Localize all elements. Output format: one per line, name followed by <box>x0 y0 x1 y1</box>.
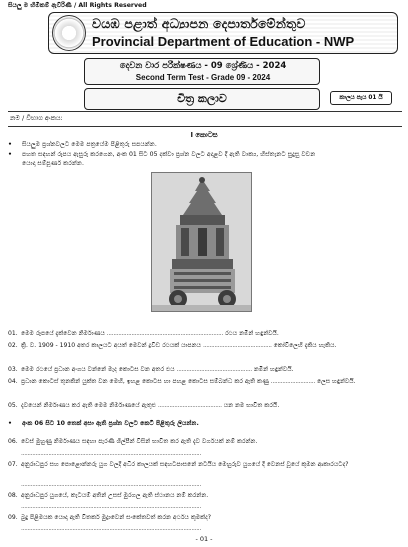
org-name-sinhala: වයඹ පළාත් අධ්‍යාපන දෙපාර්තමේන්තුව <box>92 16 306 31</box>
question-item <box>8 402 279 410</box>
subject-title: චිත්‍ර කලාව <box>84 88 320 110</box>
question-item <box>8 438 400 446</box>
question-text-after: නමින් හඳුන්වයි. <box>253 366 294 373</box>
question-text-before: මෙම රූපයේ දැක්වෙන නිර්මාණය <box>21 330 105 337</box>
chariot-photo <box>151 172 252 312</box>
question-text-after: ලෙස හඳුන්වයි. <box>316 378 356 385</box>
answer-blank[interactable]: ........................... <box>270 378 315 385</box>
answer-line[interactable]: ................................................................................................................ <box>21 525 202 532</box>
instruction-item: • පහත සඳහන් රූපය ඇසුරු කරගෙන, අංක 01 සිට 05 දක්වා ප්‍රශ්න වලට අදාළව දී ඇති වාක්‍ය, හිස්තැනට සුදුසු වචන යොදා සම්පූර්ණ කරන්න. <box>8 151 328 168</box>
term-title-english: Second Term Test - Grade 09 - 2024 <box>135 73 271 82</box>
instruction-text: අංක 06 සිට 10 තෙක් අසා ඇති ප්‍රශ්න වලට කෙටි පිළිතුරු ලියන්න. <box>22 420 199 427</box>
divider <box>8 126 402 127</box>
instruction-item: • අංක 06 සිට 10 තෙක් අසා ඇති ප්‍රශ්න වලට කෙටි පිළිතුරු ලියන්න. <box>8 420 388 429</box>
question-number: 07. <box>8 461 18 468</box>
question-number: 04. <box>8 378 18 385</box>
question-number: 01. <box>8 330 18 337</box>
question-number: 05. <box>8 402 18 409</box>
question-item <box>8 492 208 500</box>
term-title-sinhala: දෙවන වාර පරීක්ෂණය - 09 ශ්‍රේණිය - 2024 <box>119 61 287 71</box>
part-title: I කොටස <box>190 131 218 139</box>
question-item <box>8 342 400 350</box>
term-banner <box>84 58 320 85</box>
question-text-before: දැවයෙන් නිර්මාණය කර ඇති මෙම නිර්මාණයේ ඇතුළු <box>21 402 156 409</box>
question-text-before: මෙම රථයේ ප්‍රධාන අංගය වන්නේ මැද කොටස වන අතර එය <box>21 366 175 373</box>
answer-line[interactable]: ................................................................................................................ <box>21 450 202 457</box>
name-index-label: නම / විභාග අංකය: <box>10 114 63 122</box>
copyright-notice: සියලු ම හිමිකම් ඇවිරිණි / All Rights Reserved <box>8 2 147 9</box>
page-number: - 01 - <box>195 535 213 543</box>
question-text-after: රථය නමින් හඳුන්වයි. <box>224 330 279 337</box>
question-item <box>8 330 279 338</box>
instruction-text: පහත සඳහන් රූපය ඇසුරු කරගෙන, අංක 01 සිට 05 දක්වා ප්‍රශ්න වලට අදාළව දී ඇති වාක්‍ය, හිස්තැනට සුදුසු වචන යොදා සම්පූර්ණ කරන්න. <box>22 151 316 167</box>
org-name-english: Provincial Department of Education - NWP <box>92 34 355 49</box>
question-item <box>8 378 400 386</box>
question-text: අනුරාධපුර සහ පොළොන්නරු යුග වලදී අධිර කාලයක් සඳහටපාසනේ නටයිය මෙහුරුව යුගයේ දී වෙනස් වූයේ කුමන ආකාරයටද? <box>21 461 349 468</box>
chariot-illustration <box>152 173 252 312</box>
question-text: අනුරාධපුර යුගයේ, කැටයම් අතින් උසස් මුරගල ඇති ස්ථානය නම් කරන්න. <box>21 492 209 499</box>
department-emblem-icon <box>52 15 86 51</box>
answer-blank[interactable]: .............................................. <box>176 366 252 373</box>
question-item <box>8 514 211 522</box>
question-text-before: ප්‍රධාන කොටස් තුනකින් යුක්ත වන මෙහි, ඉහළ කොටස හා පහළ කොටස සම්බන්ධ කර ඇති කණු <box>21 378 269 385</box>
question-text: වෙස් මුහුණු නිර්මාණය සඳහා පැරණි ශිල්පීන් විසින් භාවිත කර ඇති දැව වර්ගයක් නම් කරන්න. <box>21 438 258 445</box>
divider <box>8 111 402 112</box>
question-number: 08. <box>8 492 18 499</box>
question-text-before: ක්‍රි. ව. 1909 - 1910 අතර කාලයට අයත් මෙවන් ද්‍රවිඩ රථයක් යාපනය <box>21 342 201 349</box>
question-item <box>8 461 388 469</box>
answer-blank[interactable]: .......................................... <box>202 342 272 349</box>
answer-line[interactable]: ................................................................................................................ <box>21 481 202 488</box>
question-number: 02. <box>8 342 18 349</box>
question-number: 06. <box>8 438 18 445</box>
question-text-after: යන නම භාවිත කරයි. <box>223 402 280 409</box>
instruction-text: සියලුම ප්‍රශ්නවලට මෙම පත්‍රයේම පිළිතුරු සපයන්න. <box>22 141 157 148</box>
time-allowed-badge: කාලය පැය 01 යි <box>330 91 392 105</box>
question-item <box>8 366 294 374</box>
answer-blank[interactable]: ....................................................................... <box>106 330 224 337</box>
answer-blank[interactable]: ....................................... <box>157 402 222 409</box>
answer-line[interactable]: ................................................................................................................ <box>21 503 202 510</box>
question-number: 03. <box>8 366 18 373</box>
instruction-item: • සියලුම ප්‍රශ්නවලට මෙම පත්‍රයේම පිළිතුරු සපයන්න. <box>8 141 338 150</box>
question-text-after: කෝවිලෙහි දැකිය හැකිය. <box>273 342 337 349</box>
question-text: බුදු පිළිමයක යොදා ඇති විතර්ක මුද්‍රාවෙන් සංකේතවත් කරන අර්ථය කුමක්ද? <box>21 514 212 521</box>
question-number: 09. <box>8 514 18 521</box>
